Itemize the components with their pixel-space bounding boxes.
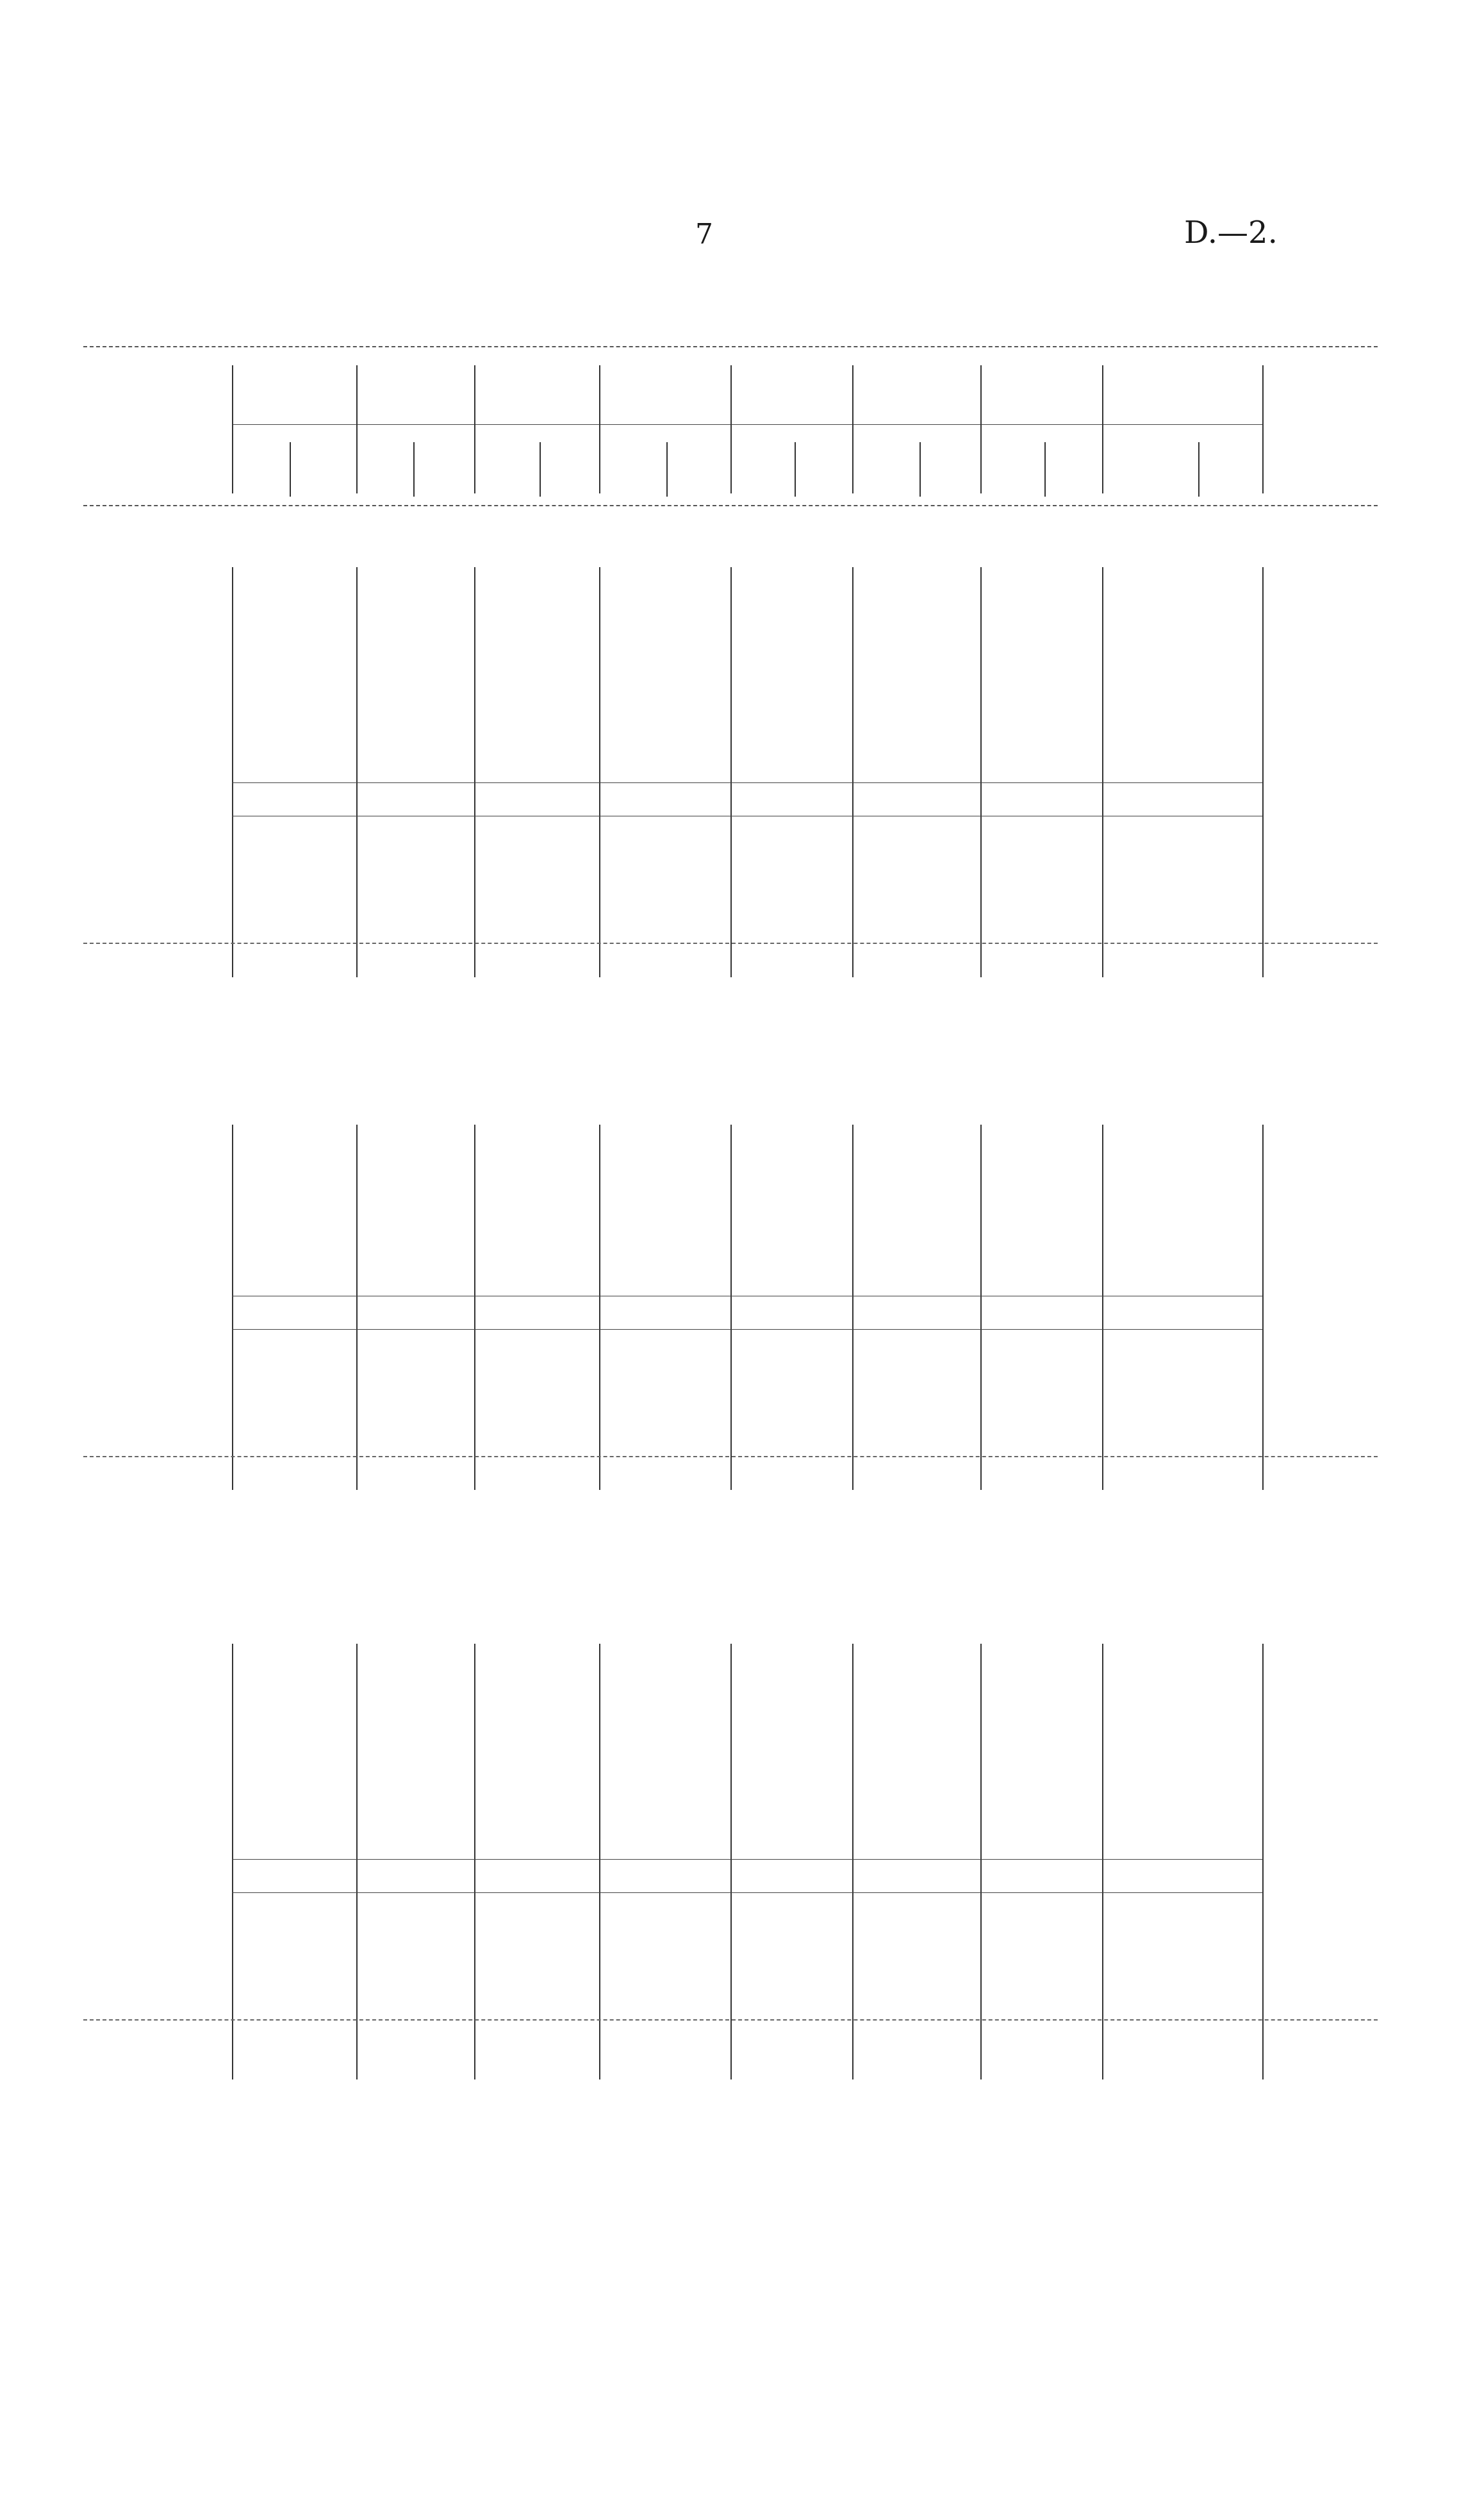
column-divider xyxy=(232,1644,233,2079)
section-bottom-rule xyxy=(83,2019,1378,2021)
column-divider xyxy=(599,1644,600,2079)
totals-rule-bottom xyxy=(232,1892,1262,1893)
header-divider xyxy=(1262,365,1264,493)
column-divider xyxy=(1102,1644,1103,2079)
header-mid-rule xyxy=(232,424,1262,425)
column-divider xyxy=(356,1644,358,2079)
header-divider xyxy=(599,365,600,493)
totals-rule-top xyxy=(232,1859,1262,1860)
column-header xyxy=(83,346,1378,506)
column-divider xyxy=(474,1644,475,2079)
totals-rule-bottom xyxy=(232,1329,1262,1330)
column-divider xyxy=(474,567,475,977)
header-divider xyxy=(232,365,233,493)
column-divider xyxy=(980,1125,982,1490)
column-divider xyxy=(1262,1644,1264,2079)
sub-divider xyxy=(1044,442,1046,497)
column-divider xyxy=(852,1644,853,2079)
column-divider xyxy=(1102,1125,1103,1490)
sub-divider xyxy=(290,442,291,497)
header-divider xyxy=(852,365,853,493)
column-divider xyxy=(232,1125,233,1490)
column-divider xyxy=(356,1125,358,1490)
abstract-c-section xyxy=(83,525,1378,987)
column-divider xyxy=(980,567,982,977)
column-divider xyxy=(730,1644,732,2079)
page-number: 7 xyxy=(695,218,713,251)
column-divider xyxy=(599,567,600,977)
header-divider xyxy=(980,365,982,493)
column-divider xyxy=(232,567,233,977)
column-divider xyxy=(356,567,358,977)
header-top-rule xyxy=(83,346,1378,347)
header-divider xyxy=(1102,365,1103,493)
column-divider xyxy=(474,1125,475,1490)
column-divider xyxy=(599,1125,600,1490)
column-divider xyxy=(1102,567,1103,977)
column-divider xyxy=(730,567,732,977)
sub-divider xyxy=(795,442,796,497)
sub-divider xyxy=(919,442,921,497)
abstract-d-section xyxy=(83,1083,1378,1500)
column-divider xyxy=(980,1644,982,2079)
header-divider xyxy=(356,365,358,493)
header-divider xyxy=(730,365,732,493)
sub-divider xyxy=(1198,442,1200,497)
sub-divider xyxy=(413,442,415,497)
column-divider xyxy=(1262,1125,1264,1490)
header-divider xyxy=(474,365,475,493)
column-divider xyxy=(852,1125,853,1490)
column-divider xyxy=(852,567,853,977)
document-code: D.—2. xyxy=(1184,215,1278,251)
sub-divider xyxy=(540,442,541,497)
header-bottom-rule xyxy=(83,505,1378,506)
abstract-e-section xyxy=(83,1602,1378,2089)
column-divider xyxy=(730,1125,732,1490)
section-bottom-rule xyxy=(83,943,1378,944)
totals-rule-top xyxy=(232,782,1262,783)
section-bottom-rule xyxy=(83,1456,1378,1457)
column-divider xyxy=(1262,567,1264,977)
sub-divider xyxy=(666,442,668,497)
